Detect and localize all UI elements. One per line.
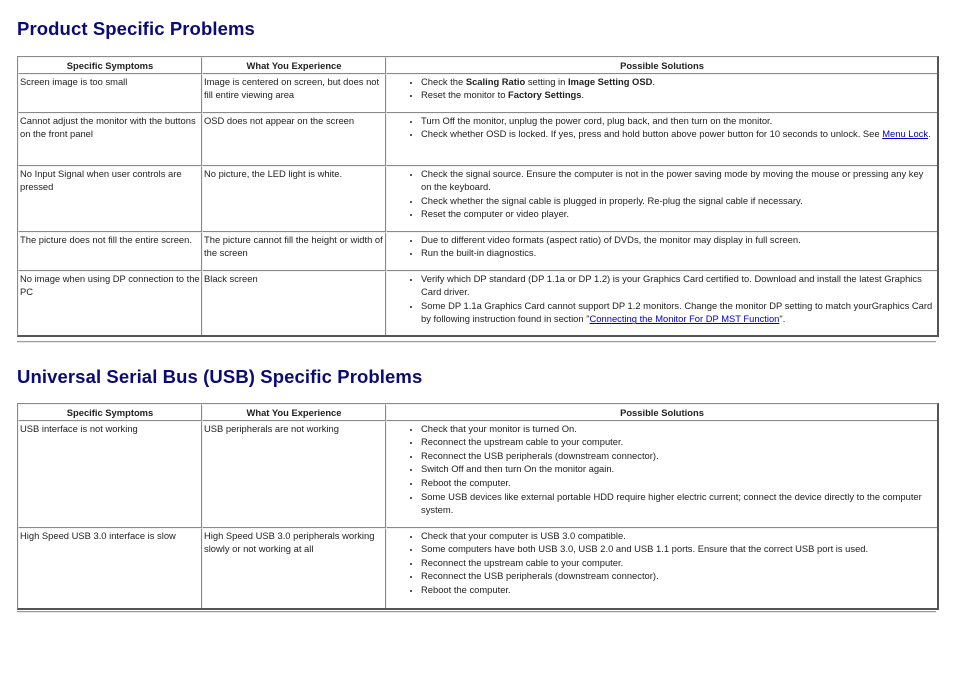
symptom-cell: No image when using DP connection to the PC: [18, 271, 202, 335]
solutions-list: [388, 233, 936, 260]
solution-item: • Check that your monitor is turned On.: [421, 422, 936, 436]
solution-item: • Some USB devices like external portable HDD require higher electric current; connect the device directly to the computer system.: [421, 490, 936, 517]
solutions-list: [388, 114, 936, 141]
header-what-you-experience: What You Experience: [202, 404, 386, 421]
solution-item: • Check whether OSD is locked. If yes, press and hold button above power button for 10 seconds to unlock. See Menu Lock.: [421, 127, 936, 141]
table-row: [18, 166, 937, 232]
solution-item: • Check that your computer is USB 3.0 compatible.: [421, 529, 936, 543]
product-problems-table: [17, 56, 939, 337]
experience-cell: OSD does not appear on the screen: [202, 113, 386, 166]
solutions-list: [388, 167, 936, 221]
solutions-cell: [386, 113, 937, 166]
solution-item: • Turn Off the monitor, unplug the power cord, plug back, and then turn on the monitor.: [421, 114, 936, 128]
menu-lock-link[interactable]: Menu Lock: [882, 128, 929, 140]
solution-item: • Reboot the computer.: [421, 476, 936, 490]
solutions-cell: [386, 166, 937, 232]
header-specific-symptoms: Specific Symptoms: [18, 404, 202, 421]
table-row: [18, 271, 937, 335]
table-row: [18, 421, 937, 528]
section-title-usb-problems: Universal Serial Bus (USB) Specific Problems: [17, 366, 423, 387]
table-header-row: [18, 57, 937, 74]
experience-cell: High Speed USB 3.0 peripherals working slowly or not working at all: [202, 528, 386, 608]
solution-item: • Due to different video formats (aspect ratio) of DVDs, the monitor may display in full screen.: [421, 233, 936, 247]
solutions-cell: [386, 74, 937, 113]
solution-item: • Reconnect the upstream cable to your computer.: [421, 435, 936, 449]
solutions-cell: [386, 271, 937, 335]
experience-cell: No picture, the LED light is white.: [202, 166, 386, 232]
table-row: [18, 528, 937, 608]
solutions-cell: [386, 528, 937, 608]
solution-item: • Some computers have both USB 3.0, USB 2.0 and USB 1.1 ports. Ensure that the correct USB port is used.: [421, 542, 936, 556]
solutions-cell: [386, 232, 937, 271]
solutions-cell: [386, 421, 937, 528]
dp-mst-function-link[interactable]: Connecting the Monitor For DP MST Function: [589, 313, 780, 325]
solutions-list: [388, 272, 936, 326]
experience-cell: The picture cannot fill the height or width of the screen: [202, 232, 386, 271]
solution-item: • Verify which DP standard (DP 1.1a or DP 1.2) is your Graphics Card certified to. Download and install the latest Graphics Card driver.: [421, 272, 936, 299]
symptom-cell: Screen image is too small: [18, 74, 202, 113]
table-row: [18, 113, 937, 166]
header-what-you-experience: What You Experience: [202, 57, 386, 74]
section-divider: [17, 611, 936, 613]
section-title-product-problems: Product Specific Problems: [17, 18, 255, 39]
table-row: [18, 232, 937, 271]
usb-problems-table: [17, 403, 939, 610]
symptom-cell: High Speed USB 3.0 interface is slow: [18, 528, 202, 608]
header-possible-solutions: Possible Solutions: [386, 57, 937, 74]
experience-cell: USB peripherals are not working: [202, 421, 386, 528]
solution-item: • Reconnect the upstream cable to your computer.: [421, 556, 936, 570]
solutions-list: [388, 422, 936, 517]
symptom-cell: USB interface is not working: [18, 421, 202, 528]
solution-item: • Check the signal source. Ensure the computer is not in the power saving mode by moving the mouse or pressing any key on the keyboard.: [421, 167, 936, 194]
section-divider: [17, 341, 936, 343]
symptom-cell: No Input Signal when user controls are pressed: [18, 166, 202, 232]
symptom-cell: The picture does not fill the entire screen.: [18, 232, 202, 271]
solution-item: • Switch Off and then turn On the monitor again.: [421, 462, 936, 476]
header-possible-solutions: Possible Solutions: [386, 404, 937, 421]
solution-item: • Some DP 1.1a Graphics Card cannot support DP 1.2 monitors. Change the monitor DP setting to match yourGraphics Card by following instruction found in section "Connecting the Monitor For DP MST Function".: [421, 299, 936, 326]
table-row: [18, 74, 937, 113]
solution-item: • Reconnect the USB peripherals (downstream connector).: [421, 449, 936, 463]
header-specific-symptoms: Specific Symptoms: [18, 57, 202, 74]
solution-item: • Run the built-in diagnostics.: [421, 246, 936, 260]
solution-item: • Reset the computer or video player.: [421, 207, 936, 221]
table-header-row: [18, 404, 937, 421]
solution-item: • Check whether the signal cable is plugged in properly. Re-plug the signal cable if necessary.: [421, 194, 936, 208]
solutions-list: [388, 75, 936, 102]
solution-item: • Reset the monitor to Factory Settings.: [421, 88, 936, 102]
experience-cell: Image is centered on screen, but does not fill entire viewing area: [202, 74, 386, 113]
solution-item: • Reconnect the USB peripherals (downstream connector).: [421, 569, 936, 583]
solution-item: • Check the Scaling Ratio setting in Image Setting OSD.: [421, 75, 936, 89]
symptom-cell: Cannot adjust the monitor with the buttons on the front panel: [18, 113, 202, 166]
experience-cell: Black screen: [202, 271, 386, 335]
solutions-list: [388, 529, 936, 597]
solution-item: • Reboot the computer.: [421, 583, 936, 597]
